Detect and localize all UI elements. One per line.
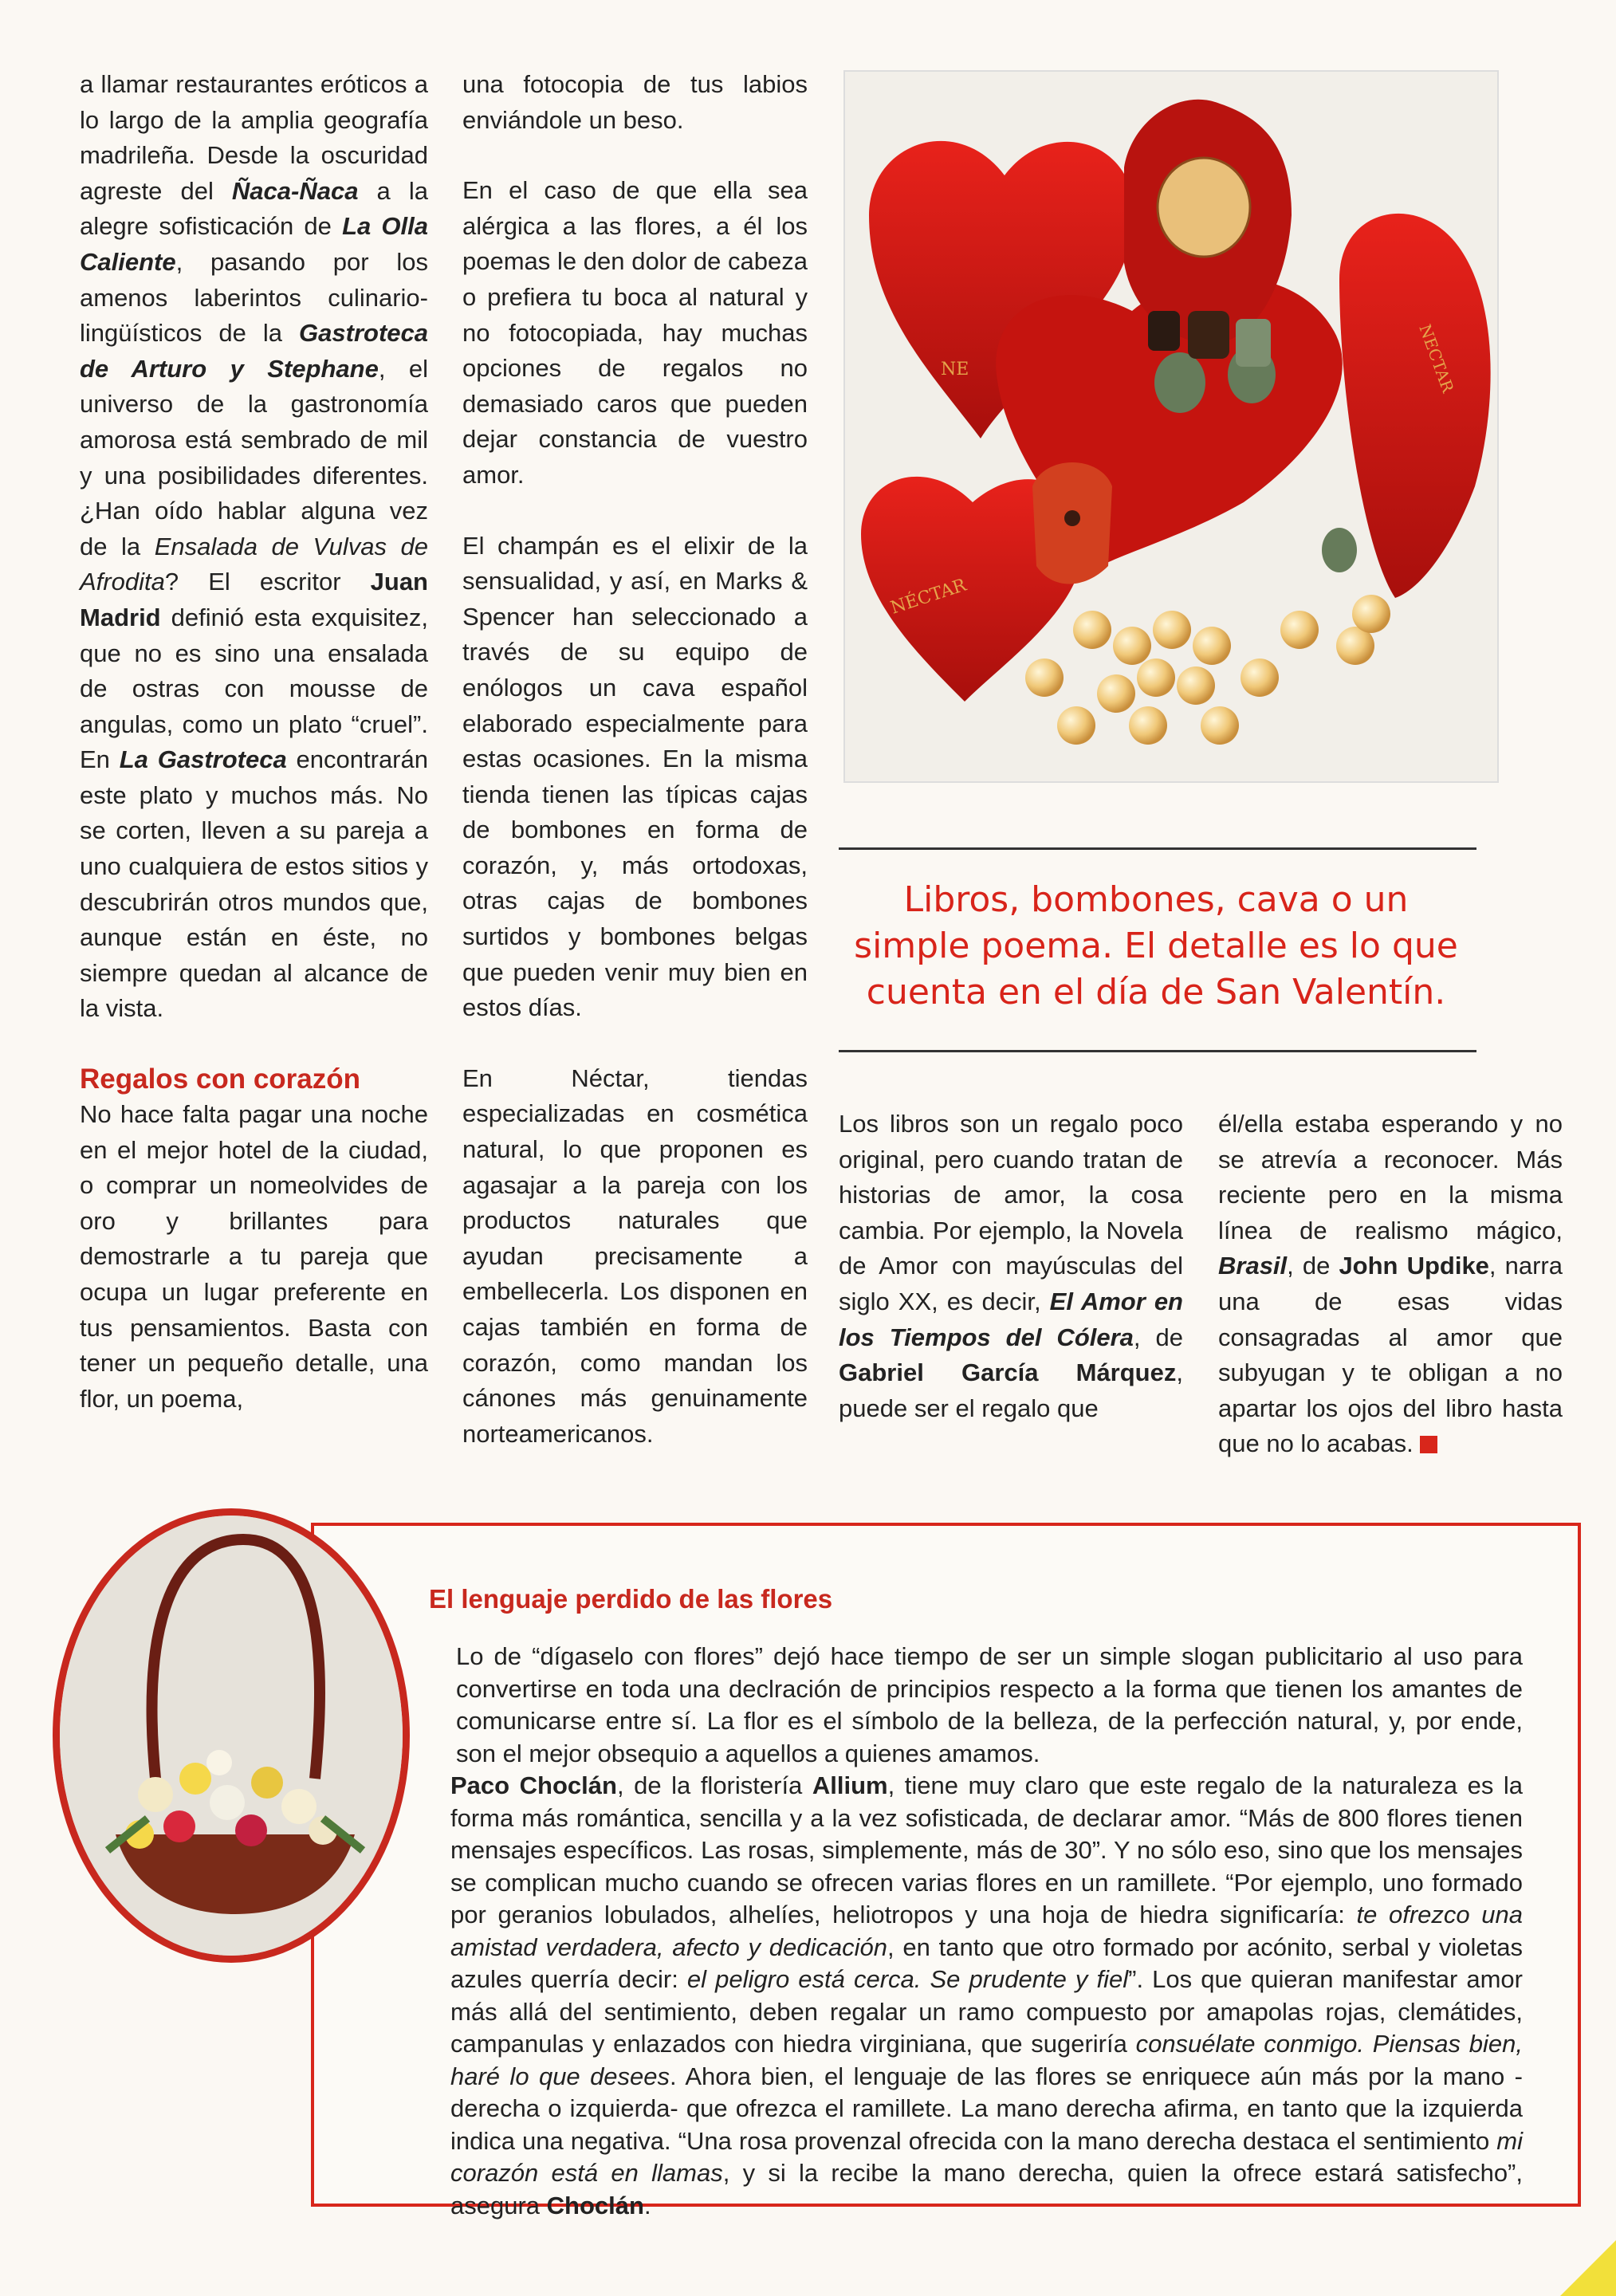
article-paragraph: una fotocopia de tus labios enviándole un beso. [462, 70, 808, 134]
subheading-regalos: Regalos con corazón [80, 1063, 361, 1095]
end-mark-icon [1420, 1436, 1437, 1453]
sidebar-paragraph: Lo de “dígaselo con flores” dejó hace tiempo de ser un simple slogan publicitario al uso para convertirse en toda una declración de principios respecto a la forma que tienen los amantes de comunicarse entre sí. La flor es el símbolo de la belleza, de la perfección natural, y, por ende, son el mejor obsequio a aquellos a quienes amamos. [456, 1642, 1523, 1767]
pull-quote: Libros, bombones, cava o un simple poema. El detalle es lo que cuenta en el día de San Valentín. [854, 879, 1458, 1012]
pullquote-rule-bottom [839, 1050, 1476, 1052]
gift-boxes-illustration [845, 72, 1497, 781]
box-label: NE [941, 360, 969, 379]
box-label: NÉCTAR [888, 575, 969, 619]
pullquote-rule-top [839, 847, 1476, 850]
article-paragraph: En el caso de que ella sea alérgica a las flores, a él los poemas le den dolor de cabeza o prefiera tu boca al natural y no fotocopiada, hay muchas opciones de regalos no demasiado caros que pueden dejar constancia de vuestro amor. [462, 176, 808, 489]
article-paragraph: Los libros son un regalo poco original, pero cuando tratan de historias de amor, la cosa cambia. Por ejemplo, la Novela de Amor con mayúsculas del siglo XX, es decir, El Amor en los Tiempos del Cólera, de Gabriel García Márquez, puede ser el regalo que [839, 1110, 1183, 1422]
article-column-3 [839, 1107, 1183, 1426]
article-paragraph: En Néctar, tiendas especializadas en cosmética natural, lo que proponen es agasajar a la pareja con los productos naturales que ayudan precisamente a embellecerla. Los disponen en cajas también en forma de corazón, como mandan los cánones más genuinamente norteamericanos. [462, 1063, 808, 1448]
box-label: NECTAR [1415, 321, 1458, 395]
article-paragraph: él/ella estaba esperando y no se atrevía a reconocer. Más reciente pero en la misma línea de realismo mágico, Brasil, de John Updike, narra una de esas vidas consagradas al amor que subyugan y te obligan a no apartar los ojos del libro hasta que no lo acabas. [1218, 1110, 1563, 1458]
article-column-4 [1218, 1107, 1563, 1462]
sidebar-text [175, 1641, 1523, 2222]
page-corner-decoration [1560, 2240, 1616, 2296]
sidebar-paragraph: Paco Choclán, de la floristería Allium, tiene muy claro que este regalo de la naturaleza es la forma más romántica, sencilla y a la vez sofisticada, de declarar amor. “Más de 800 flores tienen mensajes específicos. Las rosas, simplemente, más de 30”. Y no sólo eso, sino que los mensajes se complican mucho cuando se ofrecen varias flores en un ramillete. “Por ejemplo, uno formado por geranios lobulados, alhelíes, heliotropos y una hoja de hiedra significaría: te ofrezco una amistad verdadera, afecto y dedicación, en tanto que otro formado por acónito, serbal y violetas azules querría decir: el peligro está cerca. Se prudente y fiel”. Los que quieran manifestar amor más allá del sentimiento, deben regalar un ramo compuesto por amapolas rojas, clemátides, campanulas y enlazados con hiedra virginiana, que sugeriría consuélate conmigo. Piensas bien, haré lo que desees. Ahora bien, el lenguaje de las flores se enriquece aún más por la mano -derecha o izquierda- que ofrezca el ramillete. La mano derecha afirma, en tanto que la izquierda indica una negativa. “Una rosa provenzal ofrecida con la mano derecha destaca el sentimiento mi corazón está en llamas, y si la recibe la mano derecha, quien la ofrece estará satisfecho”, asegura Choclán. [450, 1771, 1523, 2219]
article-paragraph: El champán es el elixir de la sensualidad, y así, en Marks & Spencer han seleccionado a través de su equipo de enólogos un cava español elaborado especialmente para estas ocasiones. En la misma tienda tienen las típicas cajas de bombones en forma de corazón, y, más ortodoxas, otras cajas de bombones surtidos y bombones belgas que pueden venir muy bien en estos días. [462, 531, 808, 1022]
article-paragraph: a llamar restaurantes eróticos a lo largo de la amplia geografía madrileña. Desde la oscuridad agreste del Ñaca-Ñaca a la alegre sofisticación de La Olla Caliente, pasando por los amenos laberintos culinario-lingüísticos de la Gastroteca de Arturo y Stephane, el universo de la gastronomía amorosa está sembrado de mil y una posibilidades diferentes. ¿Han oído hablar alguna vez de la Ensalada de Vulvas de Afrodita? El escritor Juan Madrid definió esta exquisitez, que no es sino una ensalada de ostras con mousse de angulas, como un plato “cruel”. En La Gastroteca encontrarán este plato y muchos más. No se corten, lleven a su pareja a uno cualquiera de estos sitios y descubrirán otros mundos que, aunque están en éste, no siempre quedan al alcance de la vista. [80, 70, 429, 1023]
article-column-2 [462, 67, 808, 1452]
heart-boxes-photo [843, 70, 1499, 783]
sidebar-title: El lenguaje perdido de las flores [429, 1584, 833, 1614]
article-column-1 [80, 67, 428, 1417]
article-paragraph: No hace falta pagar una noche en el mejor hotel de la ciudad, o comprar un nomeolvides de oro y brillantes para demostrarle a tu pareja que ocupa un lugar preferente en tus pensamientos. Basta con tener un pequeño detalle, una flor, un poema, [80, 1100, 428, 1413]
